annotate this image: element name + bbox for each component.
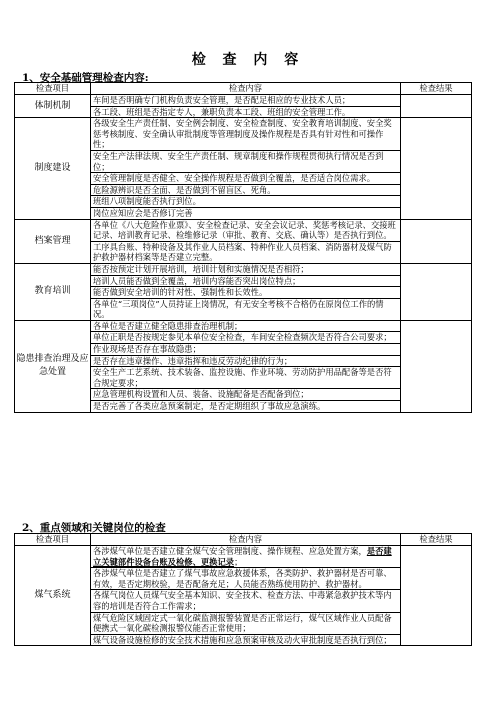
section-1-table xyxy=(14,82,472,413)
category-cell: 煤气系统 xyxy=(15,546,91,646)
header-check-result: 检查结果 xyxy=(401,534,472,546)
category-cell: 教育培训 xyxy=(15,263,91,320)
table-header-row xyxy=(15,83,472,95)
section-2-heading: 2、重点领域和关键岗位的检查 xyxy=(22,522,166,534)
result-cell[interactable] xyxy=(401,263,472,320)
content-cell: 安全生产法律法规、安全生产责任制、规章制度和操作规程贯彻执行情况是否到位； xyxy=(91,150,401,172)
table-row xyxy=(15,219,472,241)
table-row xyxy=(15,118,472,151)
table-row xyxy=(15,95,472,107)
document-title: 检 查 内 容 xyxy=(191,52,305,68)
category-cell: 档案管理 xyxy=(15,219,91,263)
content-cell: 作业现场是否存在事故隐患； xyxy=(91,344,401,356)
content-cell: 工序具台账、特种设备及其作业人员档案、特种作业人员档案、消防器材及煤气防护救护器材档案等是否建立完整。 xyxy=(91,241,401,263)
result-cell[interactable] xyxy=(401,546,472,646)
content-cell: 安全生产工艺系统、技术装备、监控设施、作业环境、劳动防护用品配备等是否符合规定要求； xyxy=(91,367,401,389)
content-cell: 安全管理制度是否健全、安全操作规程是否做到全覆盖，是否适合岗位需求。 xyxy=(91,173,401,185)
content-cell: 各单位《八大危险作业票》、安全检查记录、安全会议记录、奖惩考核记录、交接班记录、培训教育记录、检维修记录（审批、教育、交底、确认等）是否执行到位。 xyxy=(91,219,401,241)
content-cell: 各工段、班组是否指定专人，兼职负责本工段、班组的安全管理工作。 xyxy=(91,106,401,118)
section-1-heading: 1、安全基础管理检查内容: xyxy=(22,72,149,84)
content-cell: 煤气危险区域固定式一氧化碳监测报警装置是否正常运行，煤气区域作业人员配备便携式一氧化碳检测报警仪能否正常使用； xyxy=(91,612,401,634)
content-cell: 各级安全生产责任制、安全例会制度、安全检查制度、安全教育培训制度、安全奖惩考核制度、安全确认审批制度等管理制度及操作规程是否具有针对性和可操作性； xyxy=(91,118,401,151)
category-cell: 隐患排查治理及应急处置 xyxy=(15,320,91,412)
header-check-content: 检查内容 xyxy=(91,534,401,546)
table-header-row xyxy=(15,534,472,546)
content-cell: 应急管理机构设置和人员、装备、设施配备是否配备到位； xyxy=(91,389,401,401)
underlined-text: 是否建立关键部件设备台账及检修、更换记录 xyxy=(93,546,392,567)
content-cell: 各单位是否建立健全隐患排查治理机制； xyxy=(91,320,401,332)
header-check-item: 检查项目 xyxy=(15,534,91,546)
header-check-item: 检查项目 xyxy=(15,83,91,95)
content-cell: 能否按预定计划开展培训，培训计划和实施情况是否相符； xyxy=(91,263,401,275)
header-check-content: 检查内容 xyxy=(91,83,401,95)
category-cell: 体制机制 xyxy=(15,95,91,118)
content-text: 各涉煤气单位是否建立健全煤气安全管理制度、操作规程、应急处置方案， xyxy=(93,546,367,556)
content-cell: 班组八项制度能否执行到位。 xyxy=(91,196,401,208)
content-cell: 各涉煤气单位是否建立了煤气事故应急救援体系，各类防护、救护器材是否可靠、有效，是否定期校验，是否配备充足；人员能否熟练使用防护、救护器材。 xyxy=(91,568,401,590)
content-cell: 各单位“三项岗位”人员持证上岗情况，有无安全考核不合格仍在原岗位工作的情况。 xyxy=(91,298,401,320)
content-cell: 能否做到安全培训的针对性、强制性和长效性。 xyxy=(91,287,401,299)
result-cell[interactable] xyxy=(401,219,472,263)
result-cell[interactable] xyxy=(401,95,472,118)
result-cell[interactable] xyxy=(401,320,472,412)
content-cell: 车间是否明确专门机构负责安全管理，是否配足相应的专业技术人员； xyxy=(91,95,401,107)
content-cell: 单位正职是否按规定参见本单位安全检查，车间安全检查频次是否符合公司要求； xyxy=(91,332,401,344)
content-cell: 是否存在违章操作、违章指挥和违反劳动纪律的行为； xyxy=(91,355,401,367)
content-text-suffix: ； xyxy=(234,556,243,567)
content-cell: 危险源辨识是否全面、是否做到不留盲区、死角。 xyxy=(91,184,401,196)
table-row xyxy=(15,263,472,275)
section-2-table xyxy=(14,533,472,646)
content-cell: 煤气设备设施检修的安全技术措施和应急预案审核及动火审批制度是否执行到位； xyxy=(91,634,401,646)
header-check-result: 检查结果 xyxy=(401,83,472,95)
content-cell xyxy=(91,546,401,568)
content-cell: 各煤气岗位人员煤气安全基本知识、安全技术、检查方法、中毒紧急救护技术等内容的培训是否符合工作需求； xyxy=(91,590,401,612)
content-cell: 是否完善了各类应急预案制定，是否定期组织了事故应急演练。 xyxy=(91,401,401,413)
content-cell: 岗位应知应会是否修订完善 xyxy=(91,207,401,219)
table-row xyxy=(15,546,472,568)
category-cell: 制度建设 xyxy=(15,118,91,219)
content-cell: 培训人员能否做到全覆盖，培训内容能否突出岗位特点； xyxy=(91,275,401,287)
table-row xyxy=(15,320,472,332)
result-cell[interactable] xyxy=(401,118,472,219)
